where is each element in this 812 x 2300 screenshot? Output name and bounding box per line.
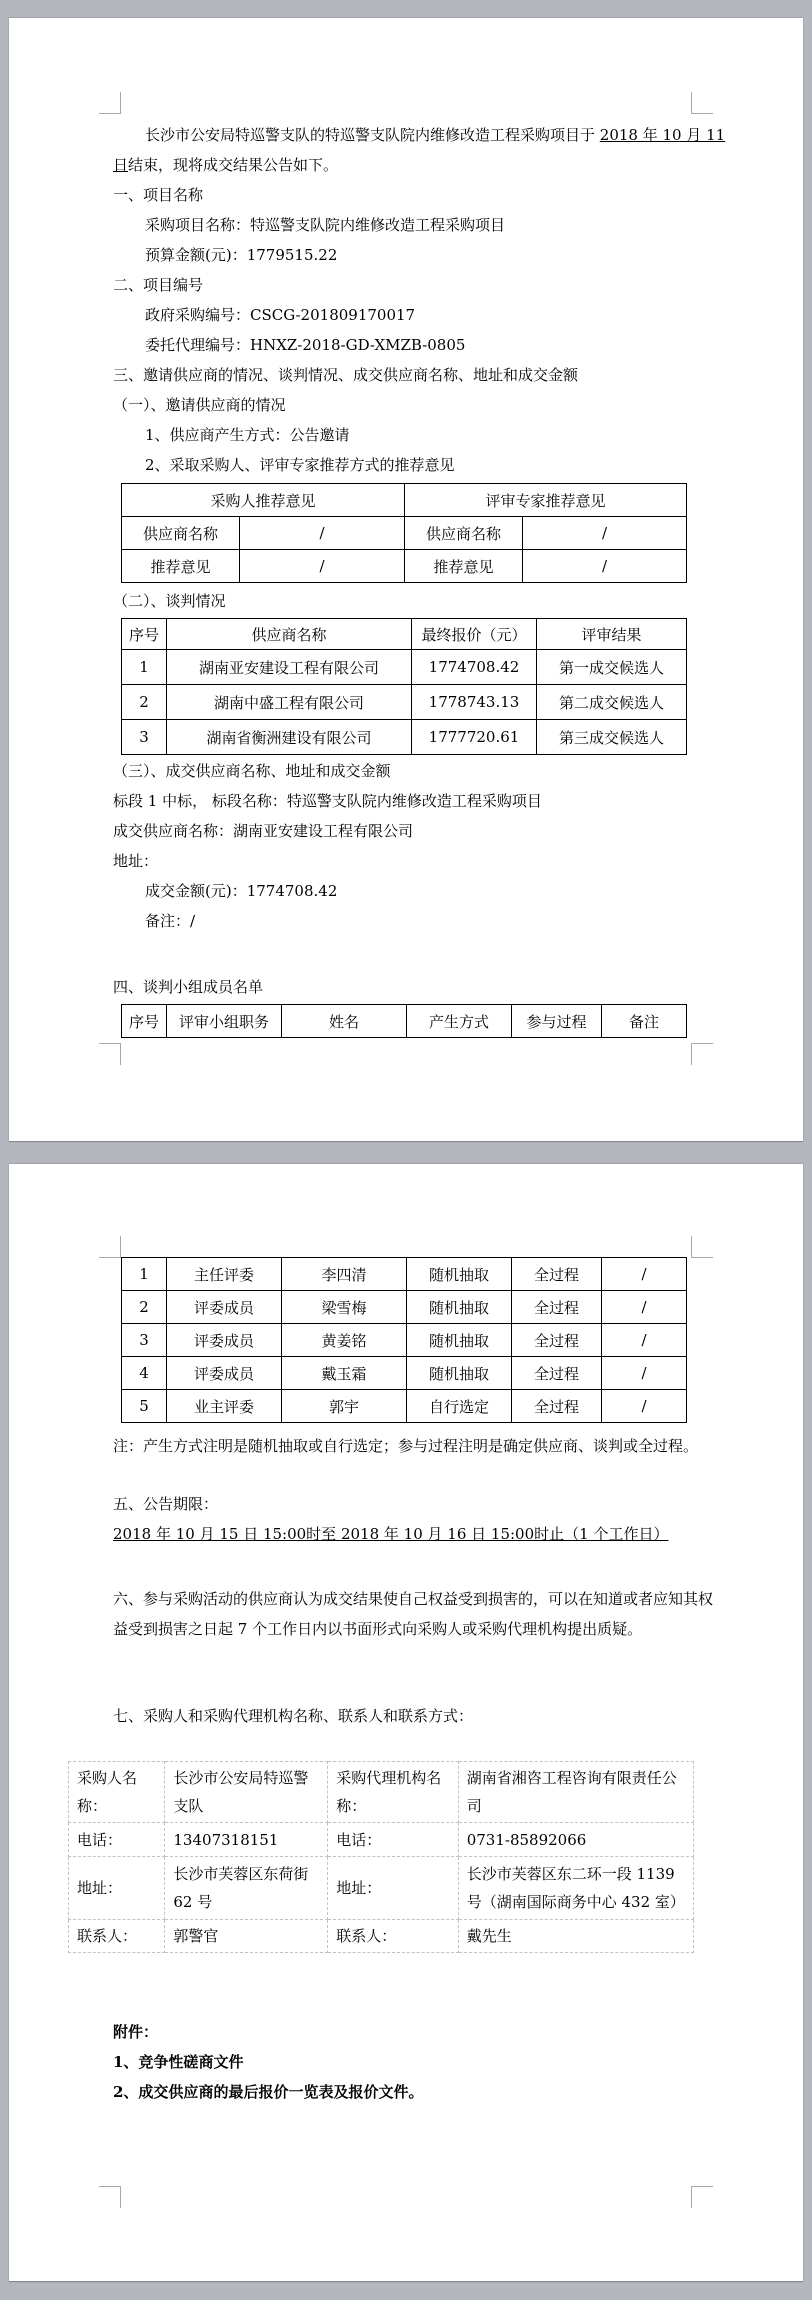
table-header-cell: 评审小组职务 bbox=[167, 1005, 282, 1038]
section-7-title: 七、采购人和采购代理机构名称、联系人和联系方式： bbox=[113, 1707, 474, 1725]
table-cell: 第二成交候选人 bbox=[537, 685, 687, 720]
table-cell: 自行选定 bbox=[407, 1390, 512, 1423]
table-cell: 全过程 bbox=[512, 1390, 602, 1423]
intro-line-2 bbox=[113, 150, 694, 180]
gov-procurement-no: 政府采购编号：CSCG-201809170017 bbox=[145, 306, 416, 324]
table-header-cell: 姓名 bbox=[282, 1005, 407, 1038]
table-cell: 长沙市公安局特巡警支队 bbox=[165, 1762, 328, 1823]
section-3-1-title: （一）、邀请供应商的情况 bbox=[113, 396, 286, 414]
recommendation-method: 2、采取采购人、评审专家推荐方式的推荐意见 bbox=[145, 456, 455, 474]
table-cell: 地址： bbox=[69, 1857, 165, 1920]
margin-crop-mark bbox=[99, 1043, 121, 1065]
table-cell: 2 bbox=[122, 685, 167, 720]
table-cell: 业主评委 bbox=[167, 1390, 282, 1423]
table-cell: / bbox=[602, 1291, 687, 1324]
table-cell: 全过程 bbox=[512, 1324, 602, 1357]
intro-date-underlined: 2018 年 10 月 11 bbox=[599, 126, 726, 144]
table-cell: / bbox=[602, 1258, 687, 1291]
panel-table-rows bbox=[121, 1257, 687, 1423]
budget-amount: 预算金额(元)：1779515.22 bbox=[145, 246, 338, 264]
table-header-cell: 供应商名称 bbox=[167, 619, 412, 650]
margin-crop-mark bbox=[691, 2186, 713, 2208]
attachments-title: 附件： bbox=[113, 2023, 159, 2041]
table-cell: 1774708.42 bbox=[412, 650, 537, 685]
table-row bbox=[122, 1390, 687, 1423]
table-cell: 李四清 bbox=[282, 1258, 407, 1291]
intro-line-1 bbox=[113, 120, 726, 150]
table-cell: 4 bbox=[122, 1357, 167, 1390]
table-cell: 长沙市芙蓉区东荷街 62 号 bbox=[165, 1857, 328, 1920]
table-header-cell: 采购人推荐意见 bbox=[122, 484, 405, 517]
table-cell: 电话： bbox=[69, 1823, 165, 1857]
table-cell: 1778743.13 bbox=[412, 685, 537, 720]
table-cell: 13407318151 bbox=[165, 1823, 328, 1857]
table-cell: 第三成交候选人 bbox=[537, 720, 687, 755]
table-row bbox=[69, 1762, 694, 1823]
table-cell: / bbox=[240, 550, 405, 583]
table-header-cell: 备注 bbox=[602, 1005, 687, 1038]
winning-remark: 备注：/ bbox=[145, 912, 196, 930]
table-cell: / bbox=[602, 1324, 687, 1357]
section-4-title: 四、谈判小组成员名单 bbox=[113, 978, 264, 996]
section-1-title: 一、项目名称 bbox=[113, 186, 204, 204]
table-cell: 全过程 bbox=[512, 1357, 602, 1390]
table-row bbox=[122, 484, 687, 517]
table-header-cell: 评审专家推荐意见 bbox=[405, 484, 687, 517]
table-cell: 评委成员 bbox=[167, 1324, 282, 1357]
table-cell: 全过程 bbox=[512, 1291, 602, 1324]
winning-lot: 标段 1 中标， 标段名称：特巡警支队院内维修改造工程采购项目 bbox=[113, 792, 542, 810]
table-cell: 采购代理机构名称： bbox=[328, 1762, 458, 1823]
table-cell: 供应商名称 bbox=[122, 517, 240, 550]
table-cell: 梁雪梅 bbox=[282, 1291, 407, 1324]
table-row bbox=[69, 1920, 694, 1953]
table-row bbox=[69, 1857, 694, 1920]
table-cell: 1 bbox=[122, 1258, 167, 1291]
section-2-title: 二、项目编号 bbox=[113, 276, 204, 294]
table-row bbox=[122, 1005, 687, 1038]
table-row bbox=[122, 1258, 687, 1291]
table-cell: 推荐意见 bbox=[405, 550, 523, 583]
table-cell: 郭宇 bbox=[282, 1390, 407, 1423]
table-row bbox=[122, 1357, 687, 1390]
table-cell: / bbox=[240, 517, 405, 550]
table-cell: 3 bbox=[122, 720, 167, 755]
section-6-line-2: 益受到损害之日起 7 个工作日内以书面形式向采购人或采购代理机构提出质疑。 bbox=[113, 1620, 643, 1638]
table-cell: 湖南省湘咨工程咨询有限责任公司 bbox=[458, 1762, 693, 1823]
table-row bbox=[122, 517, 687, 550]
winning-amount: 成交金额(元)：1774708.42 bbox=[145, 882, 338, 900]
table-header-cell: 产生方式 bbox=[407, 1005, 512, 1038]
table-row bbox=[122, 619, 687, 650]
table-row bbox=[122, 1291, 687, 1324]
table-cell: 联系人： bbox=[328, 1920, 458, 1953]
table-cell: 3 bbox=[122, 1324, 167, 1357]
table-row bbox=[122, 685, 687, 720]
supplier-source-method: 1、供应商产生方式：公告邀请 bbox=[145, 426, 350, 444]
table-cell: 推荐意见 bbox=[122, 550, 240, 583]
attachment-item-2: 2、成交供应商的最后报价一览表及报价文件。 bbox=[113, 2083, 424, 2101]
page-2 bbox=[9, 1164, 803, 2281]
table-cell: 全过程 bbox=[512, 1258, 602, 1291]
announcement-period: 2018 年 10 月 15 日 15:00时至 2018 年 10 月 16 日 15:00时止（1 个工作日） bbox=[113, 1525, 669, 1543]
spacer bbox=[113, 936, 694, 972]
table-cell: 0731-85892066 bbox=[458, 1823, 693, 1857]
table-cell: 5 bbox=[122, 1390, 167, 1423]
section-3-3-title: （三）、成交供应商名称、地址和成交金额 bbox=[113, 762, 391, 780]
table-cell: 采购人名称： bbox=[69, 1762, 165, 1823]
table-cell: 地址： bbox=[328, 1857, 458, 1920]
margin-crop-mark bbox=[691, 92, 713, 114]
table-cell: 湖南中盛工程有限公司 bbox=[167, 685, 412, 720]
margin-crop-mark bbox=[691, 1236, 713, 1258]
table-cell: 随机抽取 bbox=[407, 1357, 512, 1390]
table-cell: / bbox=[523, 517, 687, 550]
intro-text: 结束，现将成交结果公告如下。 bbox=[128, 156, 339, 174]
table-header-cell: 序号 bbox=[122, 619, 167, 650]
attachment-item-1: 1、竞争性磋商文件 bbox=[113, 2053, 244, 2071]
table-cell: 1777720.61 bbox=[412, 720, 537, 755]
page-1 bbox=[9, 18, 803, 1141]
winning-supplier: 成交供应商名称：湖南亚安建设工程有限公司 bbox=[113, 822, 414, 840]
margin-crop-mark bbox=[99, 2186, 121, 2208]
table-cell: / bbox=[523, 550, 687, 583]
recommendation-table bbox=[121, 483, 687, 583]
table-cell: 黄姜铭 bbox=[282, 1324, 407, 1357]
contact-table bbox=[68, 1761, 694, 1953]
section-5-title: 五、公告期限： bbox=[113, 1495, 219, 1513]
table-cell: 湖南亚安建设工程有限公司 bbox=[167, 650, 412, 685]
agency-no: 委托代理编号：HNXZ-2018-GD-XMZB-0805 bbox=[145, 336, 466, 354]
table-header-cell: 参与过程 bbox=[512, 1005, 602, 1038]
table-cell: 随机抽取 bbox=[407, 1258, 512, 1291]
table-cell: 评委成员 bbox=[167, 1291, 282, 1324]
table-row bbox=[122, 1324, 687, 1357]
table-cell: 联系人： bbox=[69, 1920, 165, 1953]
table-header-cell: 序号 bbox=[122, 1005, 167, 1038]
intro-date-underlined: 日 bbox=[113, 156, 129, 174]
table-header-cell: 最终报价（元） bbox=[412, 619, 537, 650]
table-cell: / bbox=[602, 1357, 687, 1390]
table-row bbox=[122, 720, 687, 755]
section-3-2-title: （二）、谈判情况 bbox=[113, 592, 226, 610]
table-cell: 随机抽取 bbox=[407, 1324, 512, 1357]
table-cell: 供应商名称 bbox=[405, 517, 523, 550]
table-cell: 第一成交候选人 bbox=[537, 650, 687, 685]
table-row bbox=[69, 1823, 694, 1857]
table-cell: 电话： bbox=[328, 1823, 458, 1857]
panel-table-header bbox=[121, 1004, 687, 1038]
table-cell: 郭警官 bbox=[165, 1920, 328, 1953]
table-cell: 戴玉霜 bbox=[282, 1357, 407, 1390]
table-cell: 湖南省衡洲建设有限公司 bbox=[167, 720, 412, 755]
negotiation-table bbox=[121, 618, 687, 755]
panel-note: 注：产生方式注明是随机抽取或自行选定；参与过程注明是确定供应商、谈判或全过程。 bbox=[113, 1437, 699, 1455]
table-header-cell: 评审结果 bbox=[537, 619, 687, 650]
table-row bbox=[122, 650, 687, 685]
table-cell: 1 bbox=[122, 650, 167, 685]
project-name: 采购项目名称：特巡警支队院内维修改造工程采购项目 bbox=[145, 216, 506, 234]
intro-text: 长沙市公安局特巡警支队的特巡警支队院内维修改造工程采购项目于 bbox=[145, 126, 600, 144]
table-cell: 长沙市芙蓉区东二环一段 1139 号（湖南国际商务中心 432 室） bbox=[458, 1857, 693, 1920]
table-cell: 戴先生 bbox=[458, 1920, 693, 1953]
table-row bbox=[122, 550, 687, 583]
table-cell: 主任评委 bbox=[167, 1258, 282, 1291]
winning-address: 地址： bbox=[113, 852, 159, 870]
section-3-title: 三、邀请供应商的情况、谈判情况、成交供应商名称、地址和成交金额 bbox=[113, 366, 579, 384]
margin-crop-mark bbox=[691, 1043, 713, 1065]
table-cell: 2 bbox=[122, 1291, 167, 1324]
table-cell: 评委成员 bbox=[167, 1357, 282, 1390]
table-cell: 随机抽取 bbox=[407, 1291, 512, 1324]
section-6-line-1: 六、参与采购活动的供应商认为成交结果使自己权益受到损害的，可以在知道或者应知其权 bbox=[113, 1590, 714, 1608]
table-cell: / bbox=[602, 1390, 687, 1423]
